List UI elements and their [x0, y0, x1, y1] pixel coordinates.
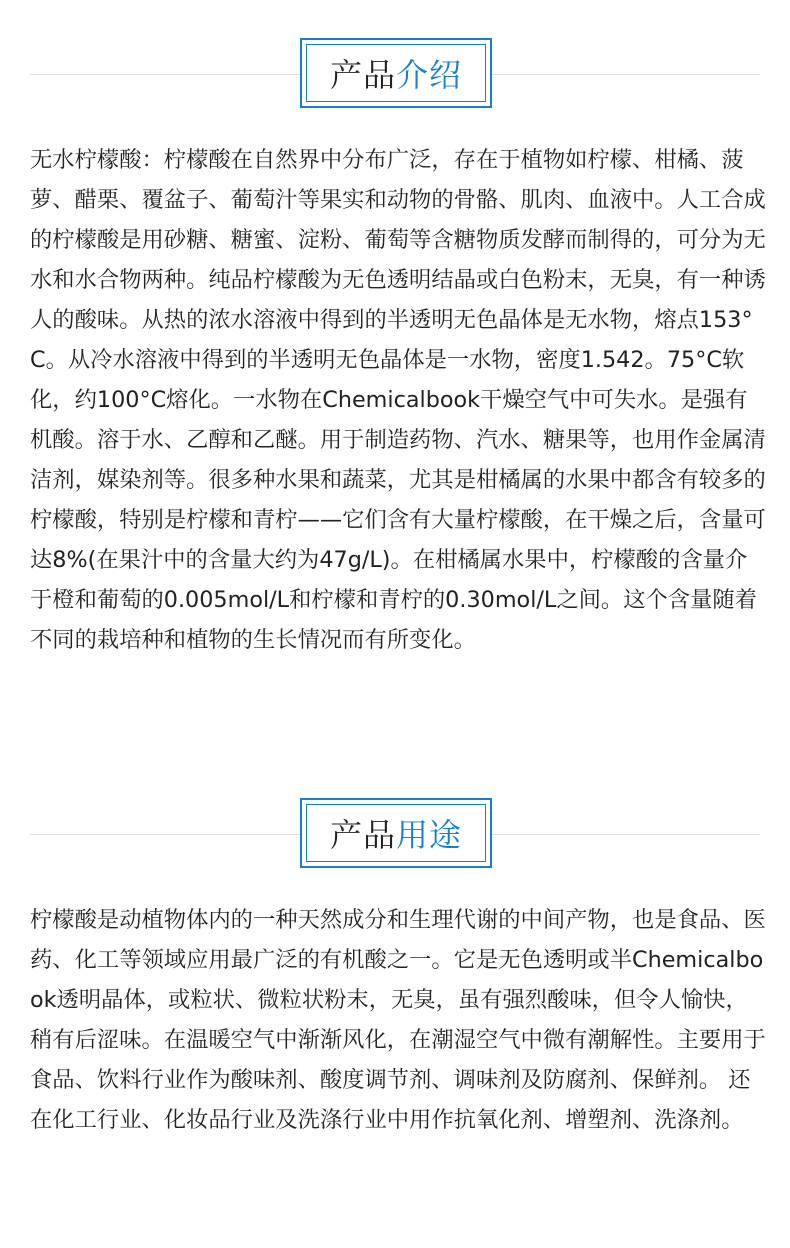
intro-title-blue: 介绍: [396, 56, 463, 94]
usage-section-header: [30, 798, 760, 870]
intro-section-header: [30, 38, 760, 110]
intro-paragraph: 无水柠檬酸：柠檬酸在自然界中分布广泛，存在于植物如柠檬、柑橘、菠萝、醋栗、覆盆子、葡萄汁等果实和动物的骨骼、肌肉、血液中。人工合成的柠檬酸是用砂糖、糖蜜、淀粉、葡萄等含糖物质发酵而制得的，可分为无水和水合物两种。纯品柠檬酸为无色透明结晶或白色粉末，无臭，有一种诱人的酸味。从热的浓水溶液中得到的半透明无色晶体是无水物，熔点153°C。从冷水溶液中得到的半透明无色晶体是一水物，密度1.542。75°C软化，约100°C熔化。一水物在Chemicalbook干燥空气中可失水。是强有机酸。溶于水、乙醇和乙醚。用于制造药物、汽水、糖果等，也用作金属清洁剂，媒染剂等。很多种水果和蔬菜，尤其是柑橘属的水果中都含有较多的柠檬酸，特别是柠檬和青柠——它们含有大量柠檬酸，在干燥之后，含量可达8%(在果汁中的含量大约为47g/L)。在柑橘属水果中，柠檬酸的含量介于橙和葡萄的0.005mol/L和柠檬和青柠的0.30mol/L之间。这个含量随着不同的栽培种和植物的生长情况而有所变化。: [30, 147, 766, 653]
usage-title-blue: 用途: [396, 816, 463, 854]
intro-title-dark: 产品: [329, 56, 396, 94]
usage-paragraph: 柠檬酸是动植物体内的一种天然成分和生理代谢的中间产物，也是食品、医药、化工等领域应用最广泛的有机酸之一。它是无色透明或半Chemicalbook透明晶体，或粒状、微粒状粉末，无臭，虽有强烈酸味，但令人愉快，稍有后涩味。在温暖空气中渐渐风化，在潮湿空气中微有潮解性。主要用于食品、饮料行业作为酸味剂、酸度调节剂、调味剂及防腐剂、保鲜剂。 还在化工行业、化妆品行业及洗涤行业中用作抗氧化剂、增塑剂、洗涤剂。: [30, 907, 766, 1133]
intro-title: [306, 44, 486, 102]
usage-title-box: [300, 798, 492, 868]
usage-title-dark: 产品: [329, 816, 396, 854]
usage-title: [306, 804, 486, 862]
intro-title-box: [300, 38, 492, 108]
